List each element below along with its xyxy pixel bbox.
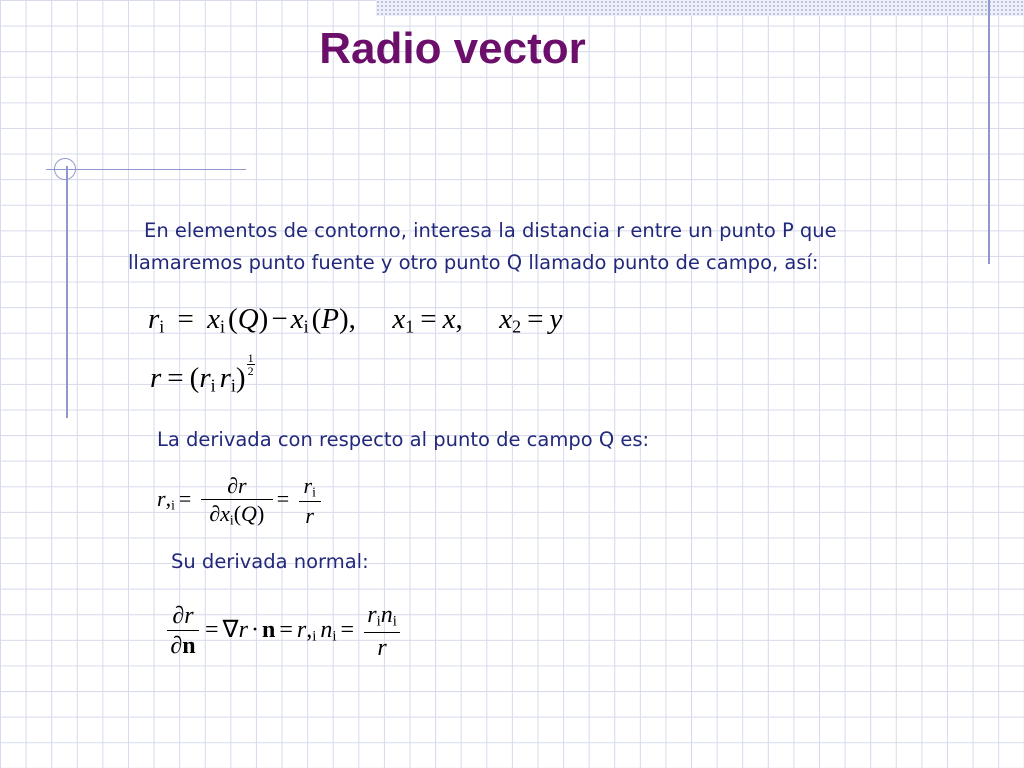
decor-vertical-line-right	[988, 0, 990, 264]
equation-partial-derivative: $r,_i$ = $\frac{\partial r}{\partial x_i(Q)}$ = $\frac{r_i}{r}$	[157, 475, 325, 527]
exponent-half: $\frac{1}{2}$	[247, 351, 254, 378]
decor-circle	[54, 158, 76, 180]
decor-horizontal-line	[46, 169, 246, 170]
equation-radius-magnitude: $r = (r_i$ $r_i$) $\frac{1}{2}$	[150, 351, 254, 396]
derivative-label: La derivada con respecto al punto de campo Q es:	[157, 428, 650, 451]
slide-title: Radio vector	[319, 24, 586, 73]
normal-derivative-label: Su derivada normal:	[171, 550, 369, 573]
equation-normal-derivative: $\frac{\partial r}{\partial n}$ = $\nabla r \cdot n = r,_i$ $n_i$ = $\frac{r_in_i}{r}$	[163, 603, 404, 660]
intro-line-2: llamaremos punto fuente y otro punto Q llamado punto de campo, así:	[128, 251, 819, 274]
decor-vertical-line-left	[66, 166, 68, 418]
header-pattern-band	[376, 0, 1024, 16]
equation-radius-components: $r_i = x_i$ $(Q) - x_i$ (P), $x_1 = x$, $x_2 = y$	[148, 303, 563, 337]
intro-paragraph	[128, 215, 988, 279]
intro-line-1: En elementos de contorno, interesa la distancia r entre un punto P que	[144, 219, 837, 242]
